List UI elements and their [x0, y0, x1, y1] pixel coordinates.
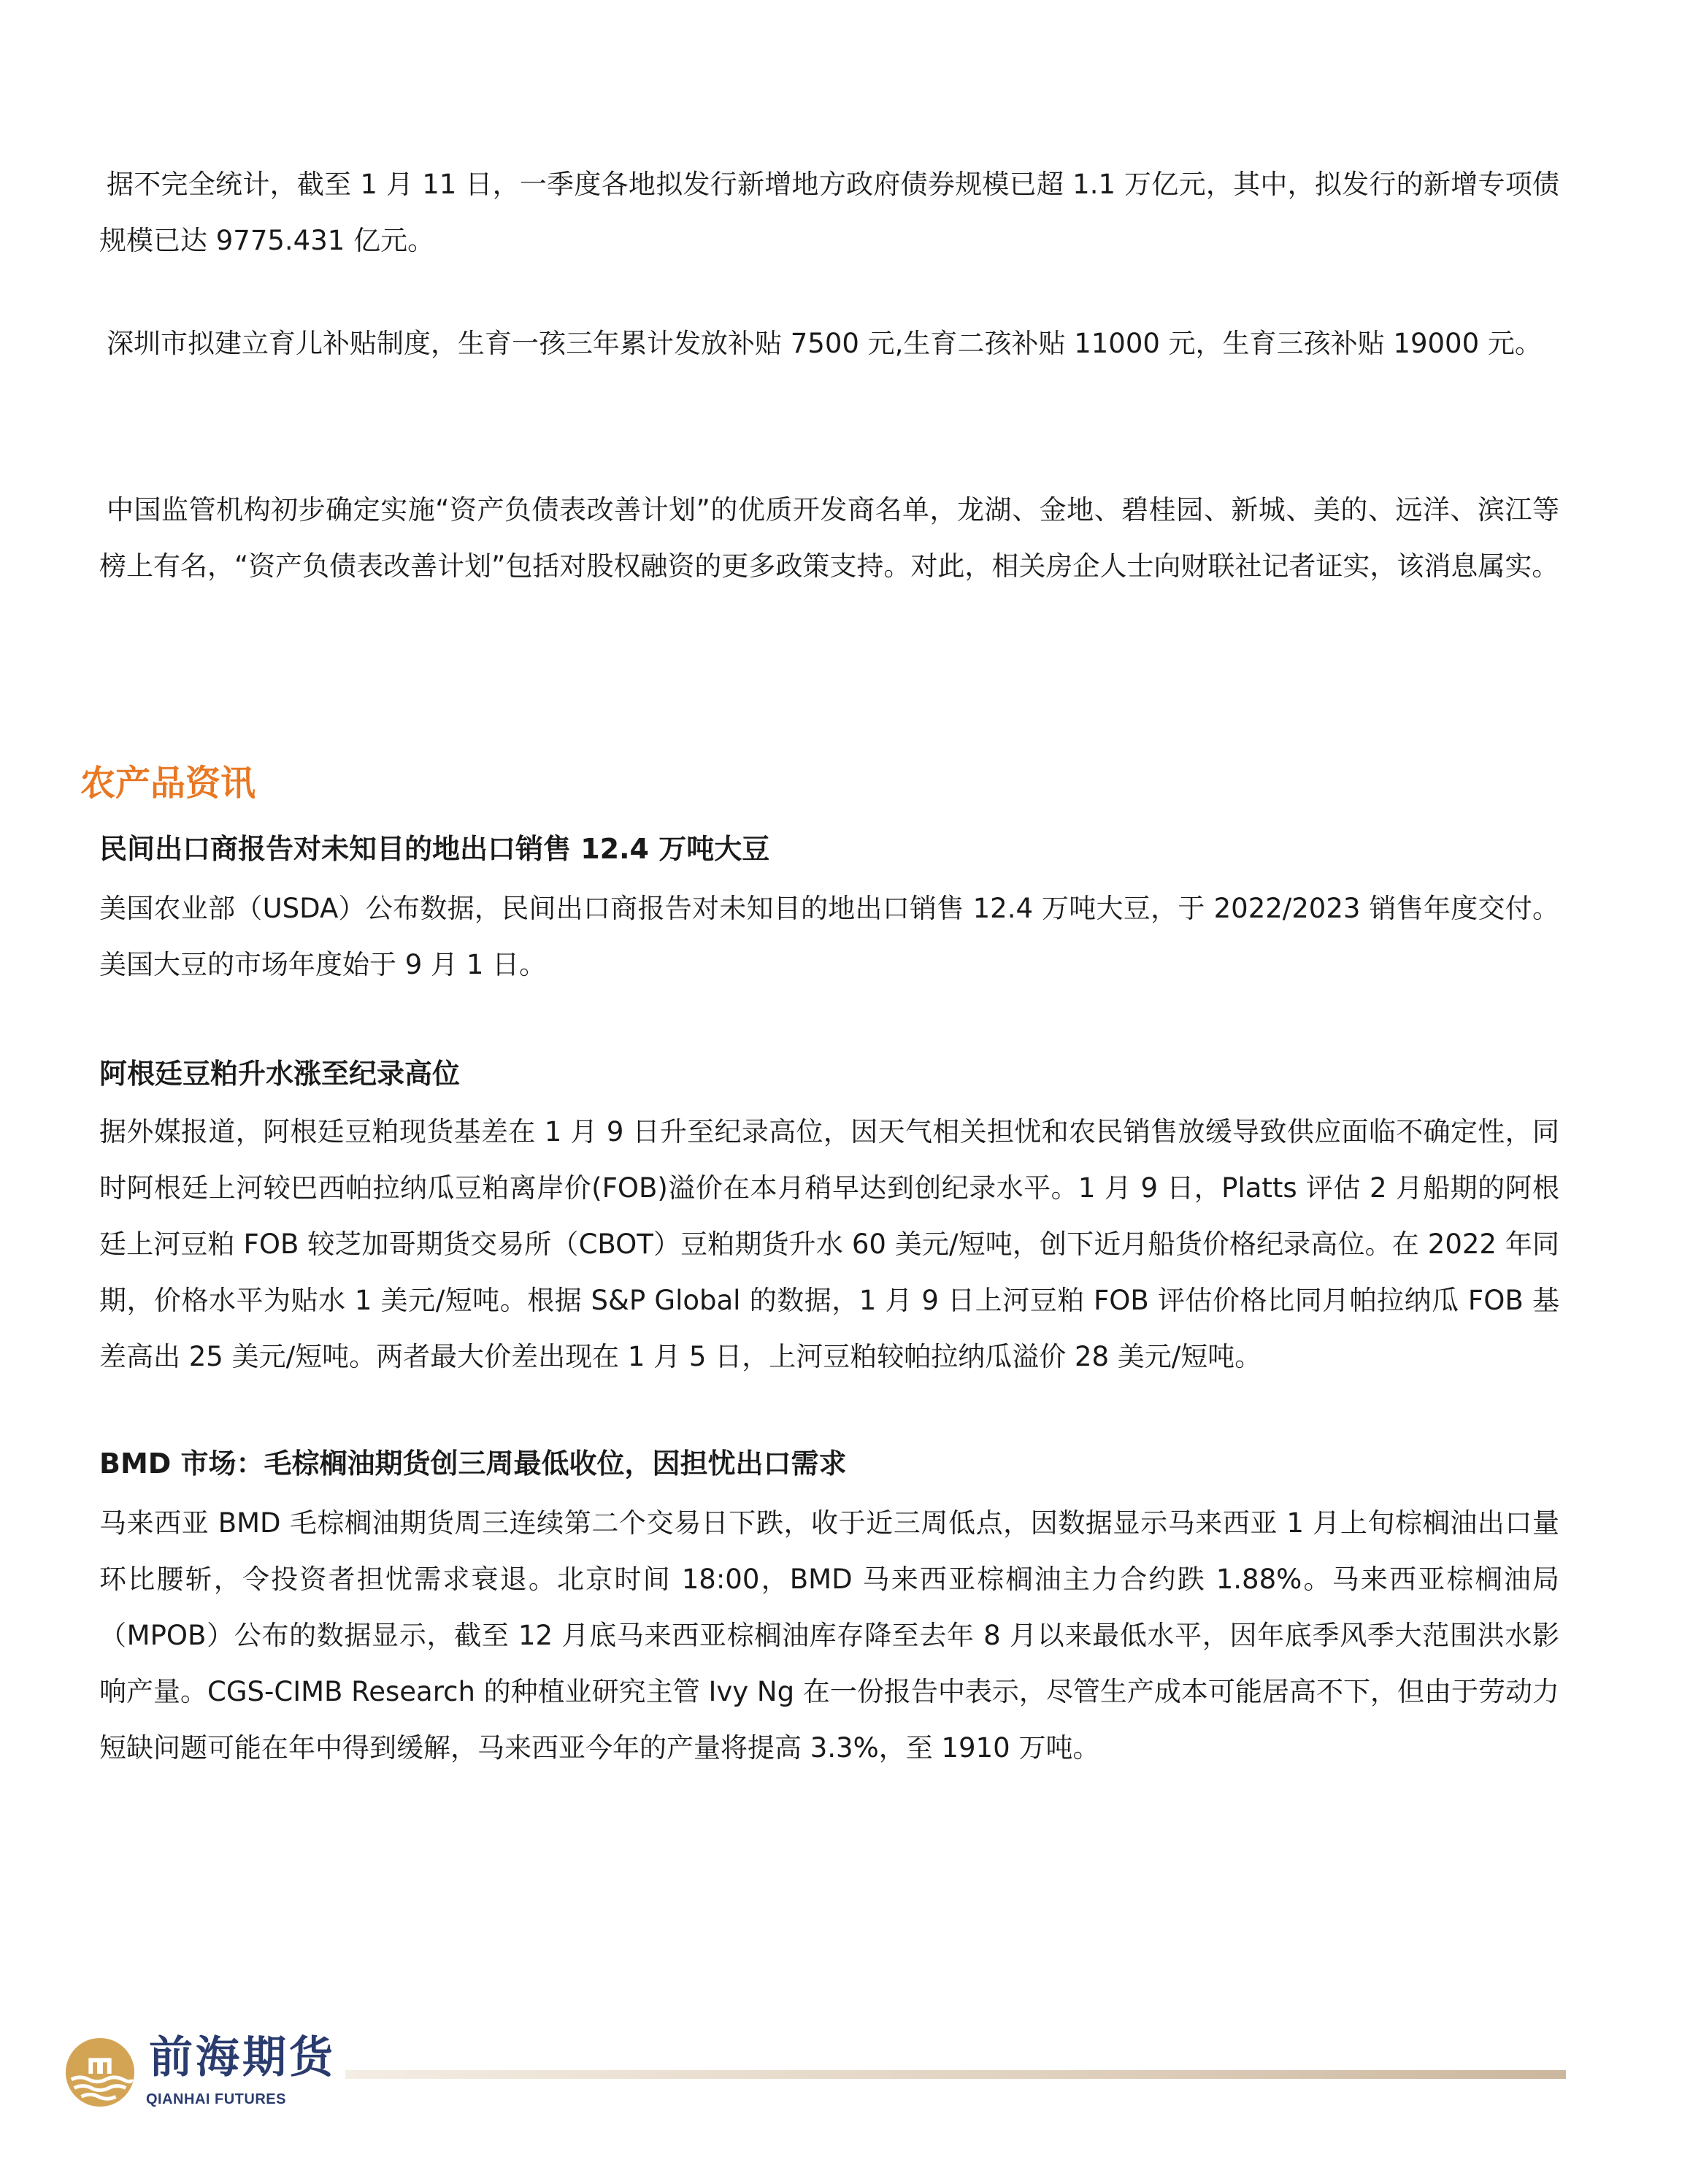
article-body-argentina: 据外媒报道，阿根廷豆粕现货基差在 1 月 9 日升至纪录高位，因天气相关担忧和农民销售放缓导致供应面临不确定性，同时阿根廷上河较巴西帕拉纳瓜豆粕离岸价(FOB)溢价在本月稍早达到创纪录水平。1 月 9 日，Platts 评估 2 月船期的阿根廷上河豆粕 FOB 较芝加哥期货交易所（CBOT）豆粕期货升水 60 美元/短吨，创下近月船货价格纪录高位。在 2022 年同期，价格水平为贴水 1 美元/短吨。根据 S&P Global 的数据，1 月 9 日上河豆粕 FOB 评估价格比同月帕拉纳瓜 FOB 基差高出 25 美元/短吨。两者最大价差出现在 1 月 5 日，上河豆粕较帕拉纳瓜溢价 28 美元/短吨。 [99, 1116, 1559, 1372]
article-title-argentina: 阿根廷豆粕升水涨至纪录高位 [99, 1058, 461, 1090]
paragraph-shenzhen-subsidy: 深圳市拟建立育儿补贴制度，生育一孩三年累计发放补贴 7500 元,生育二孩补贴 11000 元，生育三孩补贴 19000 元。 [107, 328, 1542, 359]
section-title: 农产品资讯 [80, 763, 256, 804]
article-title-palm-oil: BMD 市场：毛棕榈油期货创三周最低收位，因担忧出口需求 [99, 1447, 847, 1480]
paragraph-local-bonds: 据不完全统计，截至 1 月 11 日，一季度各地拟发行新增地方政府债券规模已超 1.1 万亿元，其中，拟发行的新增专项债规模已达 9775.431 亿元。 [99, 169, 1559, 256]
logo-english-text: QIANHAI FUTURES [146, 2091, 286, 2107]
article-body-soybean: 美国农业部（USDA）公布数据，民间出口商报告对未知目的地出口销售 12.4 万吨大豆，于 2022/2023 销售年度交付。美国大豆的市场年度始于 9 月 1 日。 [99, 893, 1559, 980]
logo-chinese-text: 前海期货 [149, 2032, 336, 2083]
footer-divider [345, 2070, 1566, 2079]
article-body-palm-oil: 马来西亚 BMD 毛棕榈油期货周三连续第二个交易日下跌，收于近三周低点，因数据显示马来西亚 1 月上旬棕榈油出口量环比腰斩，令投资者担忧需求衰退。北京时间 18:00，BMD 马来西亚棕榈油主力合约跌 1.88%。马来西亚棕榈油局（MPOB）公布的数据显示，截至 12 月底马来西亚棕榈油库存降至去年 8 月以来最低水平，因年底季风季大范围洪水影响产量。CGS-CIMB Research 的种植业研究主管 Ivy Ng 在一份报告中表示，尽管生产成本可能居高不下，但由于劳动力短缺问题可能在年中得到缓解，马来西亚今年的产量将提高 3.3%，至 1910 万吨。 [99, 1507, 1559, 1764]
paragraph-developer-list: 中国监管机构初步确定实施“资产负债表改善计划”的优质开发商名单，龙湖、金地、碧桂园、新城、美的、远洋、滨江等榜上有名，“资产负债表改善计划”包括对股权融资的更多政策支持。对此，相关房企人士向财联社记者证实，该消息属实。 [99, 494, 1559, 582]
article-title-soybean: 民间出口商报告对未知目的地出口销售 12.4 万吨大豆 [99, 833, 770, 865]
page-footer [64, 2029, 1568, 2117]
qianhai-logo-icon [64, 2037, 136, 2108]
